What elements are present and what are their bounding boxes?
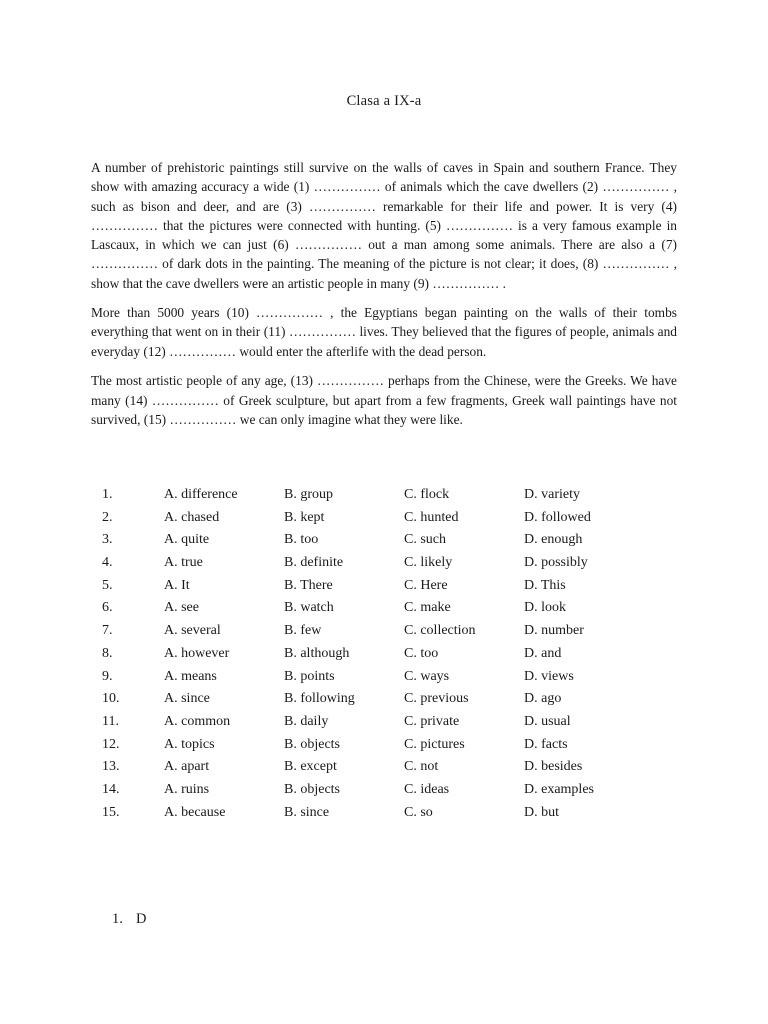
- option-a: A. quite: [164, 532, 210, 548]
- question-number: 10.: [102, 691, 120, 707]
- option-b: B. although: [284, 645, 350, 661]
- option-b: B. group: [284, 487, 333, 502]
- paragraph-2: More than 5000 years (10) …………… , the Egyptians began painting on the walls of their tombs everything that went on in their (11) …………… lives. They believed that the figures of people, animals and everyday (12) …………… would enter the afterlife with the dead person.: [91, 305, 677, 359]
- option-c: C. ideas: [404, 781, 450, 797]
- option-a: A. several: [164, 623, 221, 639]
- answer-row: [112, 911, 146, 928]
- options-list: [102, 484, 644, 824]
- option-b: B. daily: [284, 713, 329, 729]
- option-d: D. ago: [524, 691, 562, 707]
- option-c: C. ways: [404, 668, 450, 684]
- option-a: A. common: [164, 713, 231, 729]
- option-b: B. There: [284, 577, 333, 593]
- option-d: D. look: [524, 600, 566, 616]
- option-row: [102, 507, 644, 530]
- option-row: [102, 756, 644, 779]
- option-a: A. ruins: [164, 781, 210, 797]
- option-b: B. too: [284, 532, 319, 548]
- option-row: [102, 552, 644, 575]
- option-b: B. few: [284, 623, 322, 639]
- option-d: D. followed: [524, 509, 591, 525]
- option-c: C. private: [404, 713, 460, 729]
- option-b: B. definite: [284, 555, 344, 571]
- option-a: A. chased: [164, 509, 220, 525]
- option-a: A. topics: [164, 736, 215, 752]
- option-b: B. kept: [284, 509, 325, 525]
- option-d: D. enough: [524, 532, 583, 548]
- option-c: C. pictures: [404, 736, 465, 752]
- option-row: [102, 620, 644, 643]
- option-a: A. means: [164, 668, 217, 684]
- paragraph-3: The most artistic people of any age, (13) …………… perhaps from the Chinese, were the Greeks. We have many (14) …………… of Greek sculpture, but apart from a few fragments, Greek wall paintings have not survived, (15) …………… we can only imagine what they were like.: [91, 373, 677, 428]
- option-c: C. previous: [404, 691, 469, 707]
- option-b: B. following: [284, 691, 355, 707]
- option-d: D. This: [524, 577, 566, 593]
- option-c: C. collection: [404, 623, 476, 639]
- page-title: Clasa a IX-a: [346, 93, 422, 109]
- option-a: A. difference: [164, 487, 238, 502]
- option-row: [102, 575, 644, 598]
- option-b: B. objects: [284, 736, 340, 752]
- option-c: C. make: [404, 600, 451, 616]
- question-number: 12.: [102, 736, 120, 752]
- option-b: B. points: [284, 668, 335, 684]
- option-row: [102, 711, 644, 734]
- option-row: [102, 529, 644, 552]
- option-a: A. apart: [164, 759, 210, 775]
- option-b: B. since: [284, 804, 330, 820]
- option-c: C. so: [404, 804, 433, 820]
- option-a: A. because: [164, 804, 226, 820]
- question-number: 11.: [102, 713, 119, 729]
- option-row: [102, 666, 644, 689]
- passage: [91, 158, 677, 440]
- option-row: [102, 688, 644, 711]
- question-number: 13.: [102, 759, 120, 775]
- option-row: [102, 597, 644, 620]
- option-c: C. likely: [404, 555, 453, 571]
- option-a: A. however: [164, 645, 230, 661]
- option-row: [102, 779, 644, 802]
- option-c: C. not: [404, 759, 439, 775]
- question-number: 7.: [102, 623, 113, 639]
- option-d: D. views: [524, 668, 574, 684]
- option-row: [102, 484, 644, 507]
- answer-number: 1.: [112, 911, 123, 927]
- option-a: A. It: [164, 577, 190, 593]
- option-b: B. watch: [284, 600, 334, 616]
- option-a: A. since: [164, 691, 210, 707]
- answer-value: D: [136, 911, 147, 927]
- option-a: A. true: [164, 555, 203, 571]
- option-d: D. usual: [524, 713, 571, 729]
- option-d: D. possibly: [524, 555, 588, 571]
- option-a: A. see: [164, 600, 199, 616]
- option-d: D. examples: [524, 781, 594, 797]
- question-number: 4.: [102, 555, 113, 571]
- option-row: [102, 734, 644, 757]
- answers-list: [112, 911, 146, 928]
- option-c: C. hunted: [404, 509, 459, 525]
- option-d: D. number: [524, 623, 584, 639]
- option-d: D. besides: [524, 759, 583, 775]
- option-c: C. such: [404, 532, 446, 548]
- option-row: [102, 802, 644, 825]
- option-d: D. variety: [524, 487, 580, 502]
- option-row: [102, 643, 644, 666]
- option-b: B. objects: [284, 781, 340, 797]
- question-number: 15.: [102, 804, 120, 820]
- option-d: D. and: [524, 645, 562, 661]
- question-number: 5.: [102, 577, 113, 593]
- option-d: D. facts: [524, 736, 568, 752]
- option-c: C. too: [404, 645, 439, 661]
- question-number: 8.: [102, 645, 113, 661]
- option-c: C. Here: [404, 577, 448, 593]
- question-number: 9.: [102, 668, 113, 684]
- question-number: 14.: [102, 781, 120, 797]
- option-d: D. but: [524, 804, 559, 820]
- question-number: 1.: [102, 487, 113, 502]
- question-number: 6.: [102, 600, 113, 616]
- paragraph-1: A number of prehistoric paintings still survive on the walls of caves in Spain and southern France. They show with amazing accuracy a wide (1) …………… of animals which the cave dwellers (2) …………… , such as bison and deer, and are (3) …………… remarkable for their life and power. It is very (4) …………… that the pictures were connected with hunting. (5) …………… is a very famous example in Lascaux, in which we can just (6) …………… out a man among some animals. There are also a (7) …………… of dark dots in the painting. The meaning of the picture is not clear; it does, (8) …………… , show that the cave dwellers were an artistic people in many (9) …………… .: [91, 160, 677, 291]
- question-number: 3.: [102, 532, 113, 548]
- question-number: 2.: [102, 509, 113, 525]
- option-c: C. flock: [404, 487, 450, 502]
- option-b: B. except: [284, 759, 337, 775]
